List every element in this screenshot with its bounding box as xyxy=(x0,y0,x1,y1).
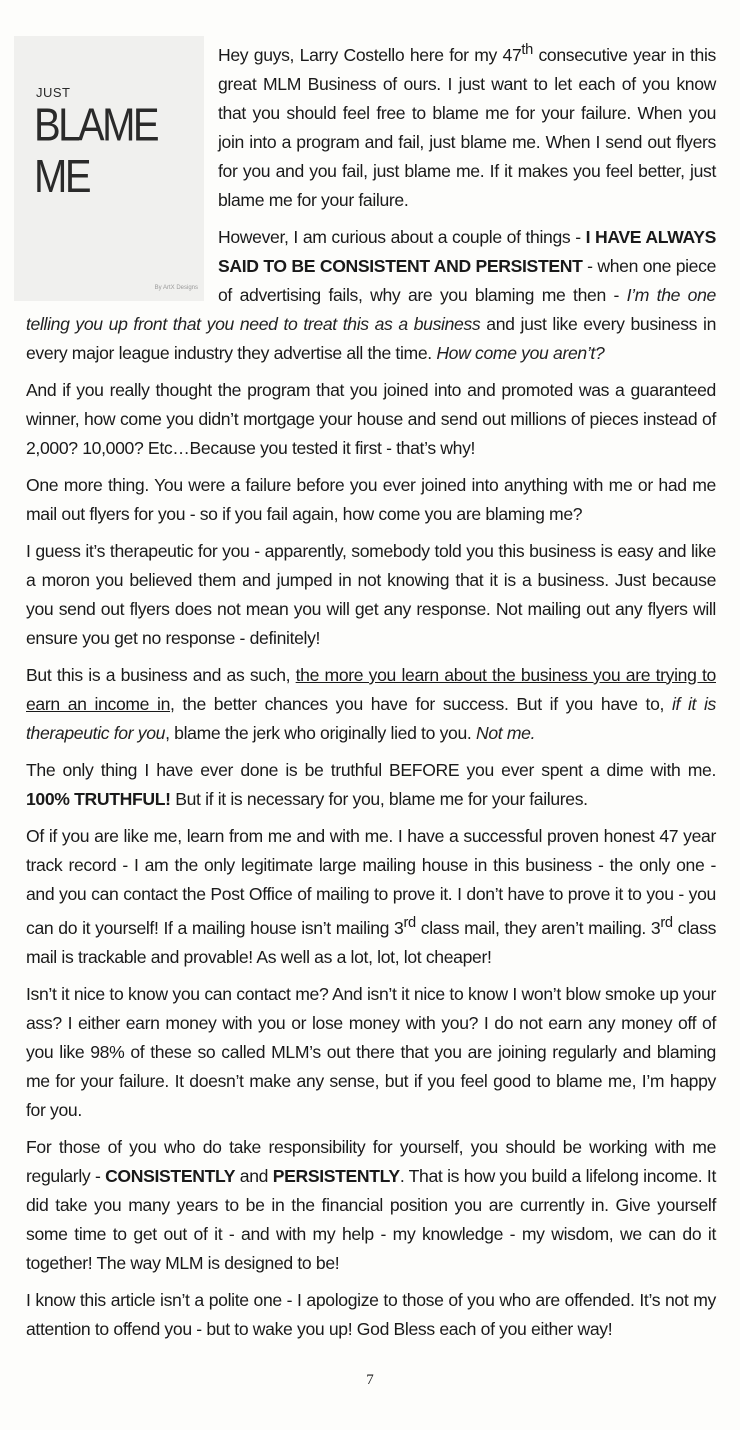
paragraph-one-more-thing: One more thing. You were a failure before you ever joined into anything with me or had me mail out flyers for you - so if you fail again, how come you are blaming me? xyxy=(26,474,716,524)
paragraph-guaranteed-winner: And if you really thought the program that you joined into and promoted was a guaranteed winner, how come you didn’t mortgage your house and send out millions of pieces instead of 2,000? 10,000? Etc…Because you tested it first - that’s why! xyxy=(26,379,716,458)
paragraph-contact-me: Isn’t it nice to know you can contact me? And isn’t it nice to know I won’t blow smoke up your ass? I either earn money with you or lose money with you? I do not earn any money off of you like 98% of these so called MLM’s out there that you are joining regularly and blaming me for your failure. It doesn’t make any sense, but if you feel good to blame me, I’m happy for you. xyxy=(26,983,716,1120)
page-number: 7 xyxy=(366,1372,374,1388)
paragraph-therapeutic: I guess it’s therapeutic for you - apparently, somebody told you this business is easy and like a moron you believed them and jumped in not knowing that it is a business. Just because you send out flyers does not mean you will get any response. Not mailing out any flyers will ensure you get no response - definitely! xyxy=(26,540,716,648)
paragraph-business: But this is a business and as such, the more you learn about the business you are trying to earn an income in, the better chances you have for success. But if you have to, if it is therapeutic for you, blame the jerk who originally lied to you. Not me. xyxy=(26,664,716,743)
logo-credit: By ArtX Designs xyxy=(154,285,198,291)
logo-small-text: JUST xyxy=(36,85,71,100)
paragraph-curious: However, I am curious about a couple of things - I HAVE ALWAYS SAID TO BE CONSISTENT AND PERSISTENT - when one piece of advertising fails, why are you blaming me then - I’m the one telling you up front that you need to treat this as a business and just like every business in every major league industry they advertise all the time. How come you aren’t? xyxy=(26,226,717,363)
paragraph-intro: Hey guys, Larry Costello here for my 47th consecutive year in this great MLM Business of ours. I just want to let each of you know that you should feel free to blame me for your failure. When you join into a program and fail, just blame me. When I send out flyers for you and you fail, just blame me. If it makes you feel better, just blame me for your failure. xyxy=(218,42,716,210)
logo-big-text: BLAME ME xyxy=(34,100,158,203)
paragraph-truthful: The only thing I have ever done is be truthful BEFORE you ever spent a dime with me. 100% TRUTHFUL! But if it is necessary for you, blame me for your failures. xyxy=(26,759,716,809)
paragraph-closing: I know this article isn’t a polite one - I apologize to those of you who are offended. It’s not my attention to offend you - but to wake you up! God Bless each of you either way! xyxy=(26,1289,716,1339)
paragraph-responsibility: For those of you who do take responsibility for yourself, you should be working with me regularly - CONSISTENTLY and PERSISTENTLY. That is how you build a lifelong income. It did take you many years to be in the financial position you are currently in. Give yourself some time to get out of it - and with my help - my knowledge - my wisdom, we can do it together! The way MLM is designed to be! xyxy=(26,1136,716,1273)
blame-me-logo xyxy=(14,36,204,301)
article xyxy=(26,36,716,1352)
paragraph-track-record: Of if you are like me, learn from me and with me. I have a successful proven honest 47 year track record - I am the only legitimate large mailing house in this business - the only one - and you can contact the Post Office of mailing to prove it. I don’t have to prove it to you - you can do it yourself! If a mailing house isn’t mailing 3rd class mail, they aren’t mailing. 3rd class mail is trackable and provable! As well as a lot, lot, lot cheaper! xyxy=(26,825,717,967)
